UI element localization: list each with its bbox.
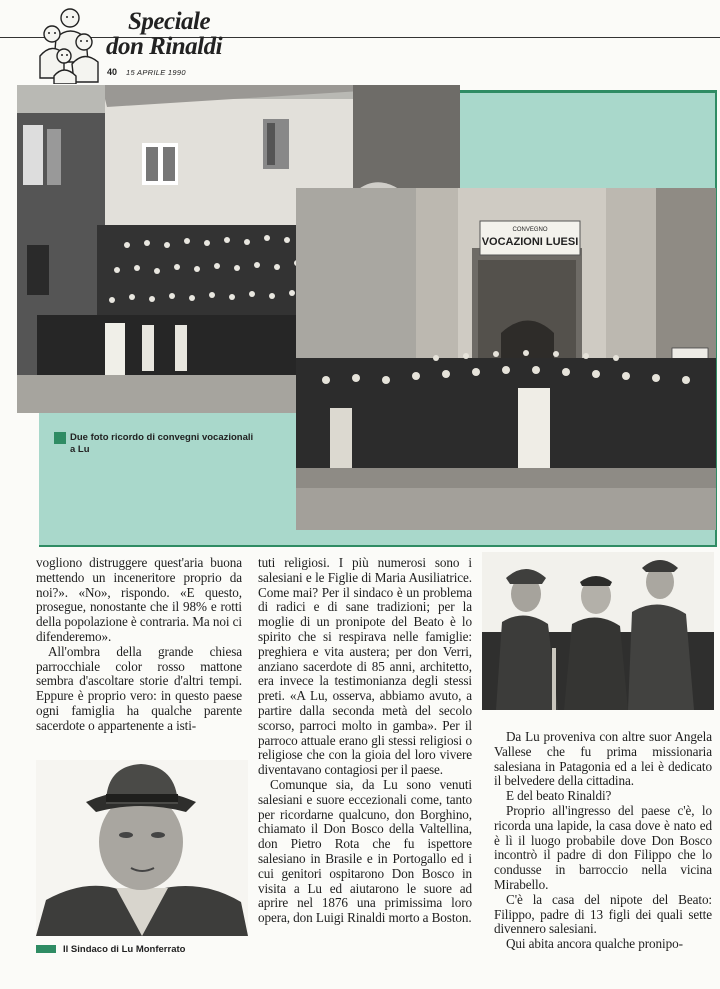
caption-marker	[36, 945, 56, 953]
banner-top-text: CONVEGNO	[512, 227, 548, 233]
col2-paragraph-2: Comunque sia, da Lu sono venuti salesiani e suore eccezionali come, tanto per ricordarne qualcuno, don Borghino, chiamato il Don Bosco della Valtellina, don Pietro Rota che fu ispettore salesiano in Brasile e in Portogallo ed i cui genitori ospitarono Don Bosco in visita a Lu ed aiutarono le suore ad aprire nel 1876 una primissima loro opera, don Luigi Rinaldi morto a Boston.	[258, 776, 472, 926]
col3-paragraph-2: E del beato Rinaldi?	[506, 788, 612, 804]
elderly-men-photo	[482, 552, 714, 710]
col3-paragraph-5: Qui abita ancora qualche pronipo-	[506, 936, 683, 952]
article-column-2	[258, 556, 472, 926]
col2-paragraph-1: tuti religiosi. I più numerosi sono i salesiani e le Figlie di Maria Ausiliatrice. Come mai? Per il sindaco è un problema di radici e di sane tradizioni; per la moglie di un pronipote del Beato è lo spirito che si respirava nelle famiglie: preghiera e vita austera; per don Verri, anziano sacerdote di 85 anni, architetto, era invece la testimonianza degli stessi preti. «A Lu, osserva, abbiamo avuto, a partire dalla seconda metà del secolo scorso, parroci molto in gamba». Per il parroco attuale erano gli stessi religiosi o religiose che con la gioia del loro vivere diventavano contagiosi per il paese.	[258, 555, 472, 778]
photo-caption-conventions: Due foto ricordo di convegni vocazionali a Lu	[70, 432, 254, 455]
col1-paragraph-2: All'ombra della grande chiesa parrocchiale color rosso mattone sembra d'ascoltare storie d'altri tempi. Eppure è proprio vero: in questo paese ogni famiglia ha qualche parente sacerdote o appartenente a isti-	[36, 643, 242, 733]
photo-caption-mayor: Il Sindaco di Lu Monferrato	[63, 944, 186, 955]
caption-marker	[54, 432, 66, 444]
section-title-line1: Speciale	[128, 8, 211, 35]
article-column-1	[36, 556, 242, 734]
article-column-3	[494, 730, 712, 952]
col1-paragraph-1: vogliono distruggere quest'aria buona mettendo un inceneritore proprio da noi?». «No», rispondo. «E questo, prosegue, nonostante che il 98% e rotti della popolazione è contraria. Ma noi ci difenderemo».	[36, 555, 242, 644]
col3-paragraph-1: Da Lu proveniva con altre suor Angela Vallese che fu prima missionaria salesiana in Patagonia ed a lei è dedicato il belvedere della cittadina.	[494, 729, 712, 789]
children-group-logo	[34, 6, 104, 84]
col3-paragraph-4: C'è la casa del nipote del Beato: Filippo, padre di 13 figli dei quali sette divennero salesiani.	[494, 891, 712, 937]
section-title-line2: don Rinaldi	[106, 33, 223, 60]
mayor-photo	[36, 760, 248, 936]
banner-main-text: VOCAZIONI LUESI	[481, 236, 579, 248]
issue-date: 15 APRILE 1990	[126, 68, 186, 77]
convention-photo-church	[296, 188, 716, 530]
col3-paragraph-3: Proprio all'ingresso del paese c'è, lo ricorda una lapide, la casa dove è nato ed è lì il luogo probabile dove Don Bosco incontrò il padre di don Filippo che lo condusse in barroccio nella vicina Mirabello.	[494, 802, 712, 892]
page-number: 40	[107, 67, 118, 77]
